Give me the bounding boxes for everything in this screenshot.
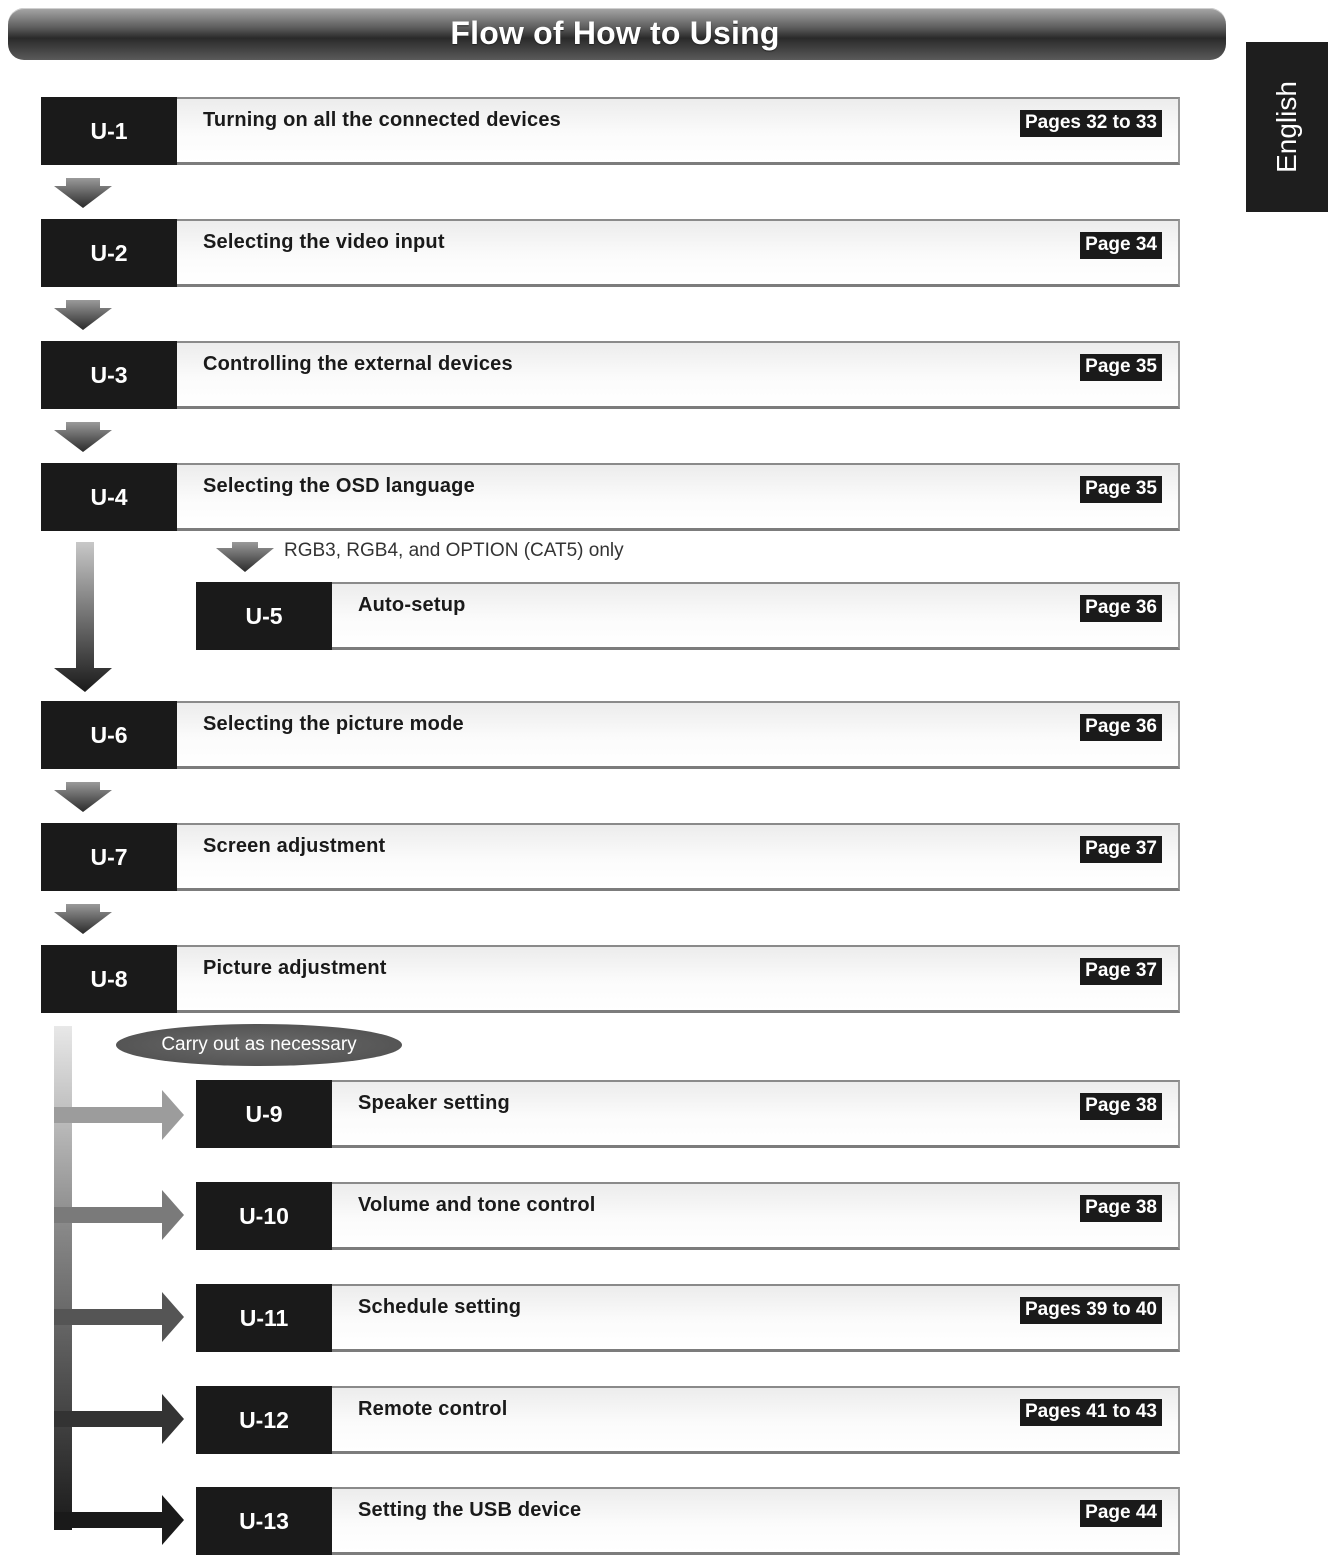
step-u12 [196, 1386, 1180, 1454]
step-id: U-7 [41, 823, 177, 891]
page-reference: Page 36 [1080, 595, 1162, 622]
page-reference: Pages 32 to 33 [1020, 110, 1162, 137]
step-body [332, 582, 1180, 650]
input-condition-note: RGB3, RGB4, and OPTION (CAT5) only [284, 540, 624, 561]
step-label: Turning on all the connected devices [203, 109, 562, 131]
long-down-arrow-icon [54, 542, 112, 692]
step-body [332, 1284, 1180, 1352]
step-id: U-12 [196, 1386, 332, 1454]
step-label: Controlling the external devices [203, 353, 513, 375]
step-u6 [41, 701, 1180, 769]
carry-out-label: Carry out as necessary [161, 1034, 357, 1055]
step-u7 [41, 823, 1180, 891]
step-id: U-10 [196, 1182, 332, 1250]
page-reference: Page 38 [1080, 1093, 1162, 1120]
step-label: Remote control [358, 1398, 508, 1420]
page-reference: Page 36 [1080, 714, 1162, 741]
step-label: Volume and tone control [358, 1194, 596, 1216]
page-reference: Page 38 [1080, 1195, 1162, 1222]
language-tab [1246, 42, 1328, 212]
step-u8 [41, 945, 1180, 1013]
step-id: U-1 [41, 97, 177, 165]
step-label: Screen adjustment [203, 835, 386, 857]
step-label: Schedule setting [358, 1296, 522, 1318]
carry-out-badge [116, 1024, 402, 1066]
down-arrow-icon [54, 904, 112, 934]
step-body [177, 341, 1180, 409]
right-arrow-icon [54, 1292, 184, 1342]
step-body [332, 1487, 1180, 1555]
step-body [332, 1182, 1180, 1250]
step-u3 [41, 341, 1180, 409]
step-label: Speaker setting [358, 1092, 510, 1114]
step-id: U-2 [41, 219, 177, 287]
step-u4 [41, 463, 1180, 531]
page-reference: Pages 39 to 40 [1020, 1297, 1162, 1324]
step-label: Selecting the picture mode [203, 713, 464, 735]
step-body [177, 945, 1180, 1013]
step-u9 [196, 1080, 1180, 1148]
page-reference: Pages 41 to 43 [1020, 1399, 1162, 1426]
page-reference: Page 34 [1080, 232, 1162, 259]
down-arrow-icon [216, 542, 274, 572]
step-label: Selecting the video input [203, 231, 445, 253]
step-label: Picture adjustment [203, 957, 387, 979]
step-body [177, 701, 1180, 769]
step-u13 [196, 1487, 1180, 1555]
right-arrow-icon [54, 1190, 184, 1240]
page-title: Flow of How to Using [450, 14, 780, 51]
language-tab-label: English [1271, 81, 1302, 173]
down-arrow-icon [54, 782, 112, 812]
page-reference: Page 44 [1080, 1500, 1162, 1527]
page-reference: Page 37 [1080, 958, 1162, 985]
step-id: U-4 [41, 463, 177, 531]
page-reference: Page 35 [1080, 476, 1162, 503]
step-u10 [196, 1182, 1180, 1250]
step-body [332, 1080, 1180, 1148]
step-u1 [41, 97, 1180, 165]
step-u11 [196, 1284, 1180, 1352]
page-reference: Page 37 [1080, 836, 1162, 863]
step-body [177, 463, 1180, 531]
step-u5 [196, 582, 1180, 650]
step-id: U-13 [196, 1487, 332, 1555]
right-arrow-icon [54, 1090, 184, 1140]
step-label: Selecting the OSD language [203, 475, 475, 497]
branch-line [54, 1026, 72, 1530]
step-id: U-11 [196, 1284, 332, 1352]
right-arrow-icon [54, 1394, 184, 1444]
step-id: U-6 [41, 701, 177, 769]
down-arrow-icon [54, 178, 112, 208]
step-label: Auto-setup [358, 594, 466, 616]
page-reference: Page 35 [1080, 354, 1162, 381]
step-id: U-3 [41, 341, 177, 409]
step-label: Setting the USB device [358, 1499, 582, 1521]
step-body [177, 219, 1180, 287]
step-id: U-5 [196, 582, 332, 650]
right-arrow-icon [54, 1495, 184, 1545]
step-body [177, 97, 1180, 165]
down-arrow-icon [54, 422, 112, 452]
down-arrow-icon [54, 300, 112, 330]
step-id: U-8 [41, 945, 177, 1013]
step-u2 [41, 219, 1180, 287]
title-bar [8, 8, 1226, 60]
step-body [332, 1386, 1180, 1454]
step-id: U-9 [196, 1080, 332, 1148]
step-body [177, 823, 1180, 891]
